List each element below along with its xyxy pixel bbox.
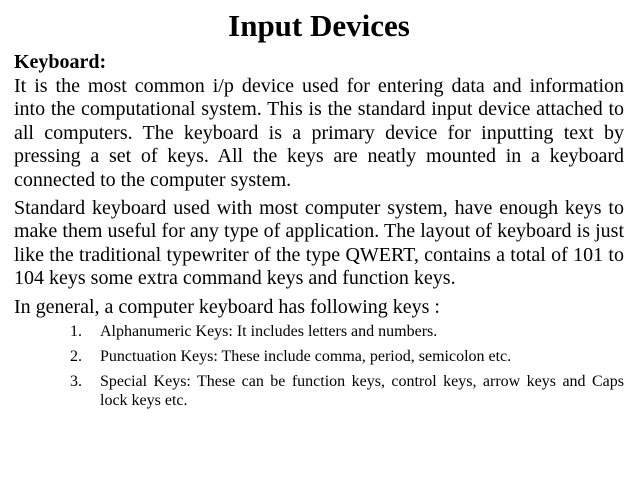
- list-item-text: Special Keys: These can be function keys, control keys, arrow keys and Caps lock keys etc.: [100, 373, 624, 410]
- key-types-list: [14, 322, 624, 410]
- list-item: [70, 322, 624, 341]
- list-item-text: Alphanumeric Keys: It includes letters and numbers.: [100, 323, 438, 341]
- paragraph-keys-intro: In general, a computer keyboard has following keys :: [14, 295, 440, 318]
- list-item-number: 1.: [70, 323, 82, 341]
- slide-title: Input Devices: [228, 8, 410, 43]
- list-item: [70, 372, 624, 410]
- paragraph-standard-keyboard: Standard keyboard used with most computer system, have enough keys to make them useful for any type of application. The layout of keyboard is just like the traditional typewriter of the type QWERT, contains a total of 101 to 104 keys some extra command keys and function keys.: [14, 197, 624, 290]
- list-item-number: 3.: [70, 373, 82, 391]
- list-item: [70, 347, 624, 366]
- list-item-text: Punctuation Keys: These include comma, period, semicolon etc.: [100, 348, 512, 366]
- list-item-number: 2.: [70, 348, 82, 366]
- paragraph-intro: It is the most common i/p device used for entering data and information into the computational system. This is the standard input device attached to all computers. The keyboard is a primary device for inputting text by pressing a set of keys. All the keys are neatly mounted in a keyboard connected to the computer system.: [14, 75, 624, 191]
- section-heading: Keyboard:: [14, 51, 107, 73]
